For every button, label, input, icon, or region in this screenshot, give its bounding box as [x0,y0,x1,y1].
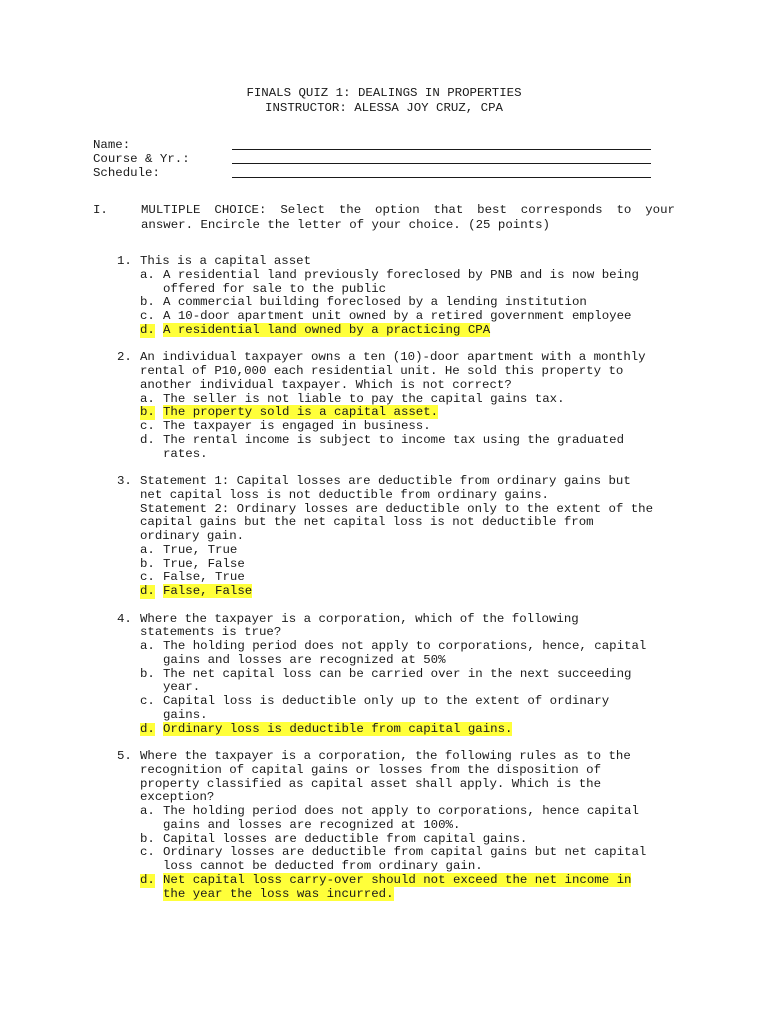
choice-text: offered for sale to the public [163,281,387,296]
choice-letter: c. [140,694,155,708]
choice-text: Net capital loss carry-over should not exceed the net income in [163,872,632,887]
question-stem-line: statements is true? [140,625,282,640]
name-blank-line [232,149,651,150]
question-stem-line: net capital loss is not deductible from ordinary gains. [140,487,549,502]
choice-item-highlighted-answer[interactable] [140,874,677,902]
choice-item[interactable] [140,805,677,833]
choice-text: rates. [163,446,208,461]
question-stem-line: capital gains but the net capital loss is not deductible from [140,515,594,530]
choice-text-line [163,846,677,860]
choice-letter: b. [140,556,155,571]
question-stem-line: Where the taxpayer is a corporation, the following rules as to the [140,749,631,763]
choice-letter: d. [140,721,155,736]
choice-letter: b. [140,666,155,681]
course-label: Course & Yr.: [93,152,190,166]
choice-letter: a. [140,542,155,557]
choice-text-line [163,860,677,874]
choice-text: The seller is not liable to pay the capital gains tax. [163,391,565,406]
choice-text-line [163,640,677,654]
choice-text: The net capital loss can be carried over in the next succeeding [163,666,632,681]
choice-letter: a. [140,804,155,818]
choice-text: gains and losses are recognized at 50% [163,652,446,667]
choice-text: True, True [163,542,238,557]
choice-text-line [163,571,677,585]
choice-item[interactable] [140,668,677,696]
question-number: 5. [117,749,132,763]
choice-text-line [163,283,677,297]
choice-text: The property sold is a capital asset. [163,405,439,420]
choice-item[interactable] [140,310,677,324]
choice-letter: d. [140,322,155,337]
question-number: 1. [117,254,132,268]
choice-list [140,640,677,736]
schedule-blank-line [232,177,651,178]
choice-letter: d. [140,584,155,598]
choice-item[interactable] [140,558,677,572]
name-row [93,138,653,152]
choice-item[interactable] [140,269,677,297]
choice-text: Ordinary losses are deductible from capital gains but net capital [163,845,647,860]
choice-item[interactable] [140,544,677,558]
question-list [117,255,677,915]
choice-text: Capital loss is deductible only up to the extent of ordinary [163,694,610,708]
choice-text: A residential land owned by a practicing CPA [163,322,491,337]
choice-text: The rental income is subject to income tax using the graduated [163,432,625,447]
choice-letter: a. [140,639,155,653]
question-number: 2. [117,350,132,365]
choice-letter: a. [140,391,155,406]
choice-letter: a. [140,267,155,282]
choice-item[interactable] [140,420,677,434]
choice-text: gains and losses are recognized at 100%. [163,817,461,832]
course-row [93,152,653,166]
question-stem-line: rental of P10,000 each residential unit. He sold this property to [140,364,624,378]
choice-item[interactable] [140,846,677,874]
choice-item-highlighted-answer[interactable] [140,406,677,420]
choice-text: False, True [163,570,245,585]
course-blank-line [232,163,651,164]
choice-text-line [163,310,677,324]
choice-text: loss cannot be deducted from ordinary gain. [163,859,483,873]
choice-list [140,544,677,599]
question-stem [140,351,677,392]
quiz-header [0,86,768,116]
question-item [117,750,677,901]
choice-text-line [163,668,677,682]
choice-item-highlighted-answer[interactable] [140,324,677,338]
choice-text: Capital losses are deductible from capital gains. [163,831,528,846]
question-stem [140,613,677,641]
question-stem-line: This is a capital asset [140,254,312,268]
question-stem-line: recognition of capital gains or losses from the disposition of [140,762,602,777]
choice-text-line [163,681,677,695]
choice-item[interactable] [140,434,677,462]
question-stem-line: Where the taxpayer is a corporation, which of the following [140,611,579,626]
question-item [117,351,677,461]
instructor-line: INSTRUCTOR: ALESSA JOY CRUZ, CPA [265,101,503,115]
choice-text: The holding period does not apply to corporations, hence capital [163,804,639,818]
choice-item[interactable] [140,640,677,668]
choice-text-line [163,393,677,407]
choice-text-line [163,723,677,737]
choice-text-line [163,654,677,668]
choice-letter: d. [140,432,155,447]
choice-letter: c. [140,570,155,585]
name-label: Name: [93,138,131,152]
choice-text-line [163,874,677,888]
choice-text-line [163,833,677,847]
question-stem-line: exception? [140,790,215,805]
choice-item-highlighted-answer[interactable] [140,585,677,599]
question-stem-line: Statement 1: Capital losses are deductible from ordinary gains but [140,474,631,488]
choice-item[interactable] [140,393,677,407]
choice-list [140,393,677,462]
choice-text-line [163,695,677,709]
section-text: MULTIPLE CHOICE: Select the option that best corresponds to your answer. Encircle the letter of your choice. (25 points) [141,203,675,232]
choice-letter: b. [140,405,155,420]
choice-text: False, False [163,584,253,598]
choice-text-line [163,406,677,420]
choice-text-line [163,269,677,283]
choice-text-line [163,296,677,310]
question-number: 4. [117,611,132,626]
choice-text-line [163,585,677,599]
question-item [117,613,677,737]
choice-text-line [163,324,677,338]
question-item [117,475,677,599]
question-stem [140,750,677,805]
choice-text-line [163,420,677,434]
choice-text: year. [163,680,201,695]
choice-text-line [163,558,677,572]
schedule-label: Schedule: [93,166,160,180]
choice-letter: c. [140,845,155,860]
schedule-row [93,166,653,180]
question-stem [140,475,677,544]
question-stem-line: property classified as capital asset shall apply. Which is the [140,776,602,791]
choice-text-line [163,819,677,833]
question-stem-line: An individual taxpayer owns a ten (10)-door apartment with a monthly [140,350,646,365]
choice-text-line [163,888,677,902]
choice-text: The holding period does not apply to corporations, hence, capital [163,639,647,653]
student-info-block [93,138,653,180]
question-stem-line: another individual taxpayer. Which is not correct? [140,377,512,392]
choice-letter: b. [140,831,155,846]
choice-item[interactable] [140,695,677,723]
choice-text-line [163,805,677,819]
choice-item[interactable] [140,571,677,585]
choice-text: A 10-door apartment unit owned by a retired government employee [163,309,632,323]
choice-list [140,269,677,338]
choice-text: The taxpayer is engaged in business. [163,419,431,433]
choice-letter: b. [140,295,155,310]
choice-text: Ordinary loss is deductible from capital gains. [163,721,513,736]
choice-text-line [163,448,677,462]
question-stem-line: Statement 2: Ordinary losses are deductible only to the extent of the [140,501,654,516]
choice-letter: d. [140,872,155,887]
section-number: I. [93,203,108,217]
question-stem-line: ordinary gain. [140,529,245,543]
choice-text: True, False [163,556,245,571]
question-item [117,255,677,338]
choice-letter: c. [140,419,155,433]
choice-text: gains. [163,707,208,722]
choice-text: the year the loss was incurred. [163,886,394,901]
question-number: 3. [117,474,132,488]
choice-letter: c. [140,309,155,323]
choice-item[interactable] [140,296,677,310]
choice-text: A commercial building foreclosed by a lending institution [163,295,587,310]
choice-text-line [163,434,677,448]
choice-text: A residential land previously foreclosed by PNB and is now being [163,267,639,282]
quiz-title: FINALS QUIZ 1: DEALINGS IN PROPERTIES [246,86,522,100]
choice-item[interactable] [140,833,677,847]
choice-text-line [163,709,677,723]
choice-text-line [163,544,677,558]
choice-item-highlighted-answer[interactable] [140,723,677,737]
question-stem [140,255,677,269]
choice-list [140,805,677,901]
